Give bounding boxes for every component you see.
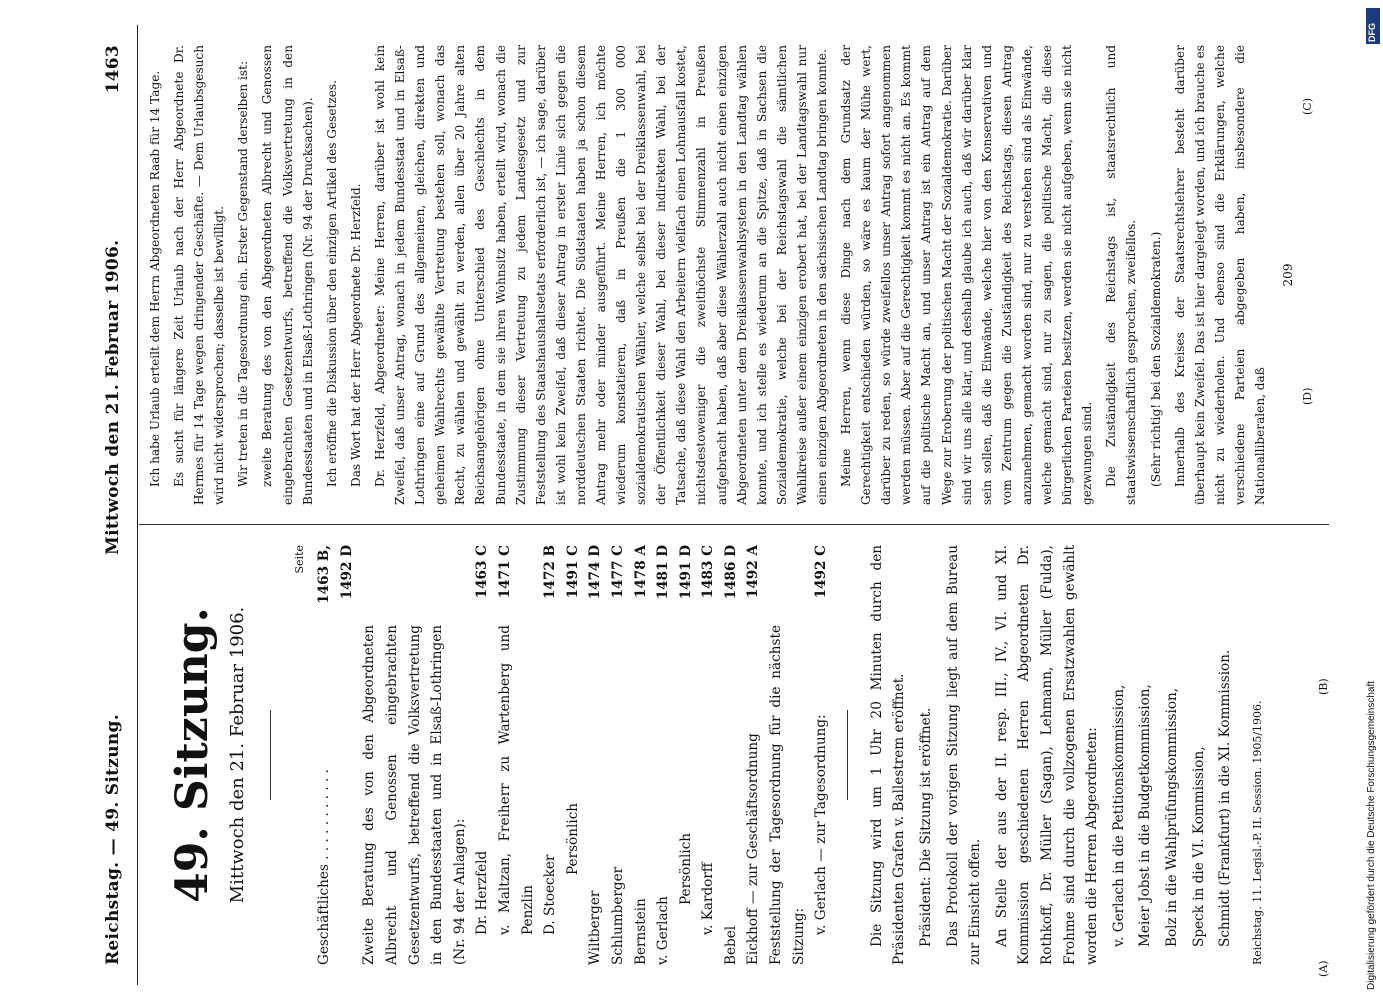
paragraph: Es sucht für längere Zeit Urlaub nach der Herr Abgeordnete Dr. Hermes für 14 Tage wegen dringender Geschäfte. — Dem Urlaubsgesuch wird nicht widersprochen; dasselbe ist bewilligt. [172,45,227,505]
toc-entry-page-ref: 1478 A [632,545,649,599]
toc-entry-page-ref: 1477 C [609,545,626,599]
toc-entry-page-ref: 1486 D [722,545,739,600]
title-rule [270,710,271,800]
toc-entry-label: v. Gerlach [655,896,672,965]
toc-entry-page-ref: 1483 C [700,545,717,599]
toc-entry-label: Feststellung der Tagesordnung für die nächste Sitzung: [768,625,807,965]
toc-entry-label: Zweite Beratung des von den Abgeordneten Albrecht und Genossen eingebrachten Gesetzentwurfs, betreffend die Volksvertretung in den Bundesstaaten und in Elsaß-Lothringen (Nr. 94 der Anlagen): [361,625,468,965]
toc-entry [584,545,607,965]
paragraph: Innerhalb des Kreises der Staatsrechtslehrer besteht darüber überhaupt kein Zweifel. Das ist hier dargelegt worden, und ich brauche es nicht zu wiederholen. Und ebenso sind die Erklärungen, welche verschiedene Parteien abgegeben haben, insbesondere die Nationalliberalen, daß [1172,45,1267,505]
toc-entry-label: Eickhoff — zur Geschäftsordnung [745,733,762,965]
folio-number: 209 [1281,263,1296,287]
left-body [866,545,1237,965]
toc-entry [539,545,562,965]
toc-entry [652,545,675,965]
paragraph: Meier Jobst in die Budgetkommission, [1137,684,1154,947]
right-column [145,45,1325,505]
toc-entry [742,545,765,965]
margin-marker-a: (A) [1317,960,1330,977]
toc-entry [675,545,698,965]
toc-entry-page-ref: 1492 A [745,545,762,599]
paragraph: Meine Herren, wenn diese Dinge nach dem Grundsatz der Gerechtigkeit entschieden würden, so wäre es kaum der Mühe wert, darüber zu reden, so würde zweifellos unser Antrag sofort angenommen werden müssen. Aber auf die Gerechtigkeit kommt es nicht an. Es kommt auf die politische Macht an, und unser Antrag ist ein Antrag auf dem Wege zur Eroberung der politischen Macht der Sozialdemokratie. Darüber sind wir uns alle klar, und deshalb glaube ich auch, daß wir darüber klar sein sollen, daß die Einwände, welche hier von den Konservativen und vom Zentrum gegen die Zuständigkeit des Reichstags, diesen Antrag anzunehmen, gemacht worden sind, nur zu verstehen sind als Einwände, welche gemacht sind, nur zu sagen, die politische Macht, die diese bürgerlichen Parteien besitzen, werden sie nicht aufgeben, wenn sie nicht gezwungen sind. [839,45,1095,505]
toc-entry-page-ref: 1481 D [655,545,672,600]
toc-entry [765,545,810,965]
seite-label: Seite [292,545,306,574]
header-rule [137,25,138,985]
toc-entry [697,545,720,965]
header-left: Reichstag. — 49. Sitzung. [103,714,123,965]
toc-entry [630,545,653,965]
toc-entry-page-ref: 1463 C [474,545,491,599]
margin-marker-b: (B) [1317,678,1330,695]
session-footnote: Reichstag. 11. Legisl.-P. II. Session. 1905/1906. [1250,700,1264,965]
paragraph: Ich habe Urlaub erteilt dem Herrn Abgeordneten Raab für 14 Tage. [148,70,162,487]
toc-rule [847,710,848,800]
toc-entry-label: Bebel [722,925,739,965]
toc-entry-label: Persönlich [564,802,581,875]
paragraph: Ich eröffne die Diskussion über den einzigen Artikel des Gesetzes. [324,80,339,487]
paragraph: Präsident: Die Sitzung ist eröffnet. [918,707,935,947]
toc-entry-page-ref: 1491 C [564,545,581,599]
paragraph: Bolz in die Wahlprüfungskommission, [1163,687,1180,947]
toc-entry-page-ref: 1491 D [677,545,694,600]
running-header [95,25,135,985]
toc-entry-label: v. Maltzan, Freiherr zu Wartenberg und Penzlin [496,625,536,935]
toc-entry-page-ref [765,545,810,625]
toc-entry-label: Schlumberger [609,866,626,965]
toc-entry [810,545,833,965]
toc-entry [720,545,743,965]
toc-entry-page-ref: 1492 C [813,545,830,599]
paragraph: Das Protokoll der vorigen Sitzung liegt auf dem Bureau zur Einsicht offen. [944,545,984,965]
toc-entry-label: Geschäftliches . . . . . . . . . . . [316,769,333,965]
table-of-contents [313,545,833,965]
paragraph: (Sehr richtig! bei den Sozialdemokraten.) [1148,231,1163,487]
rotated-sheet [95,25,1355,985]
toc-entry-label: Persönlich [677,832,694,905]
toc-entry [494,545,539,965]
toc-entry [358,545,471,965]
paragraph: An Stelle der aus der II. resp. III., IV., VI. und XI. Kommission geschiedenen Herren Abgeordneten Dr. Rothkoff, Dr. Müller (Sagan), Lehmann, Müller (Fulda), Frohme sind durch die vollzogenen Ersatzwahlen gewählt worden die Herren Abgeordneten: [993,545,1101,965]
paragraph: Die Sitzung wird um 1 Uhr 20 Minuten durch den Präsidenten Grafen v. Ballestrem eröffnet. [868,545,908,965]
session-title: 49. Sitzung. [167,607,218,903]
digitization-credit [1346,0,1376,1000]
toc-entry [313,545,358,965]
column-divider [139,524,1329,525]
paragraph: Die Zuständigkeit des Reichstags ist, staatsrechtlich und staatswissenschaftlich gesprochen, zweifellos. [1104,45,1139,505]
toc-entry-page-ref: 1471 C [496,545,513,599]
toc-entry-page-ref: 1472 B [542,545,559,600]
paragraph: Das Wort hat der Herr Abgeordnete Dr. Herzfeld. [348,183,363,487]
toc-entry-label: v. Kardorff [700,862,717,935]
credit-text: Digitalisierung gefördert durch die Deutsche Forschungsgemeinschaft [1366,680,1377,990]
dfg-logo-text: DFG [1367,23,1377,42]
header-center: Mittwoch den 21. Februar 1906. [103,239,123,555]
margin-marker-c: (C) [1301,98,1314,115]
dfg-logo [1366,8,1380,44]
toc-entry [562,545,585,965]
toc-entry-label: v. Gerlach — zur Tagesordnung: [813,714,830,935]
toc-entry-label: D. Stoecker [542,854,559,935]
page-number: 1463 [103,45,123,94]
paragraph: Wir treten in die Tagesordnung ein. Erster Gegenstand derselben ist: [236,60,251,487]
paragraph: Speck in die VI. Kommission, [1190,746,1207,947]
paragraph: Dr. Herzfeld, Abgeordneter: Meine Herren, darüber ist wohl kein Zweifel, daß unser Antrag, wonach in jedem Bundesstaat und in Elsaß-Lothringen eine auf Grund des allgemeinen, gleichen, direkten und geheimen Wahlrechts gewählte Vertretung bestehen soll, wonach das Recht, zu wählen und gewählt zu werden, allen über 20 Jahre alten Reichsangehörigen ohne Unterschied des Geschlechts in dem Bundesstaate, in dem sie ihren Wohnsitz haben, erteilt wird, wonach die Zustimmung dieser Vertretung zu jedem Landesgesetz und zur Feststellung des Staatshaushaltsetats erforderlich ist, — ich sage, darüber ist wohl kein Zweifel, daß dieser Antrag in erster Linie sich gegen die norddeutschen Staaten richtet. Die Südstaaten haben ja schon diesem Antrag mehr oder minder ausgeführt. Meine Herren, ich möchte wiederum konstatieren, daß in Preußen die 1 300 000 sozialdemokratischen Wähler, welche selbst bei der Dreiklassenwahl, bei der Öffentlichkeit dieser Wahl, bei dieser indirekten Wahl, bei der Tatsache, daß diese Wahl den Arbeitern vielfach einen Lohnausfall kostet, nichtsdestoweniger die zweithöchste Stimmenzahl in Preußen aufgebracht haben, daß aber diese Wählerzahl auch nicht einen einzigen Abgeordneten unter dem Dreiklassenwahlsystem in den Landtag wählen konnte, und ich stelle es wiederum an die Spitze, daß in Sachsen die Sozialdemokratie, welche bei der Reichstagswahl die sämtlichen Wahlkreise außer einem einzigen erobert hat, bei der Landtagswahl nur einen einzigen Abgeordneten in den sächsischen Landtag bringen konnte. [372,45,829,505]
paragraph: v. Gerlach in die Petitionskommission, [1110,684,1127,947]
right-body [145,45,1270,505]
toc-entry-page-ref: 1463 B, 1492 D [316,545,355,604]
toc-entry [607,545,630,965]
toc-entry-label: Dr. Herzfeld [474,850,491,935]
paragraph: zweite Beratung des von den Abgeordneten Albrecht und Genossen eingebrachten Gesetzentwurfs, betreffend die Volksvertretung in den Bundesstaaten und in Elsaß-Lothringen (Nr. 94 der Drucksachen). [260,45,315,505]
margin-marker-d: (D) [1301,387,1314,405]
left-column [145,545,1325,965]
toc-entry-label: Wiltberger [587,890,604,965]
session-date: Mittwoch den 21. Februar 1906. [227,606,248,904]
paragraph: Schmidt (Frankfurt) in die XI. Kommission. [1217,649,1234,947]
toc-entry-page-ref [358,545,471,625]
toc-entry-page-ref: 1474 D [587,545,604,600]
toc-entry-label: Bernstein [632,898,649,965]
toc-entry [471,545,494,965]
